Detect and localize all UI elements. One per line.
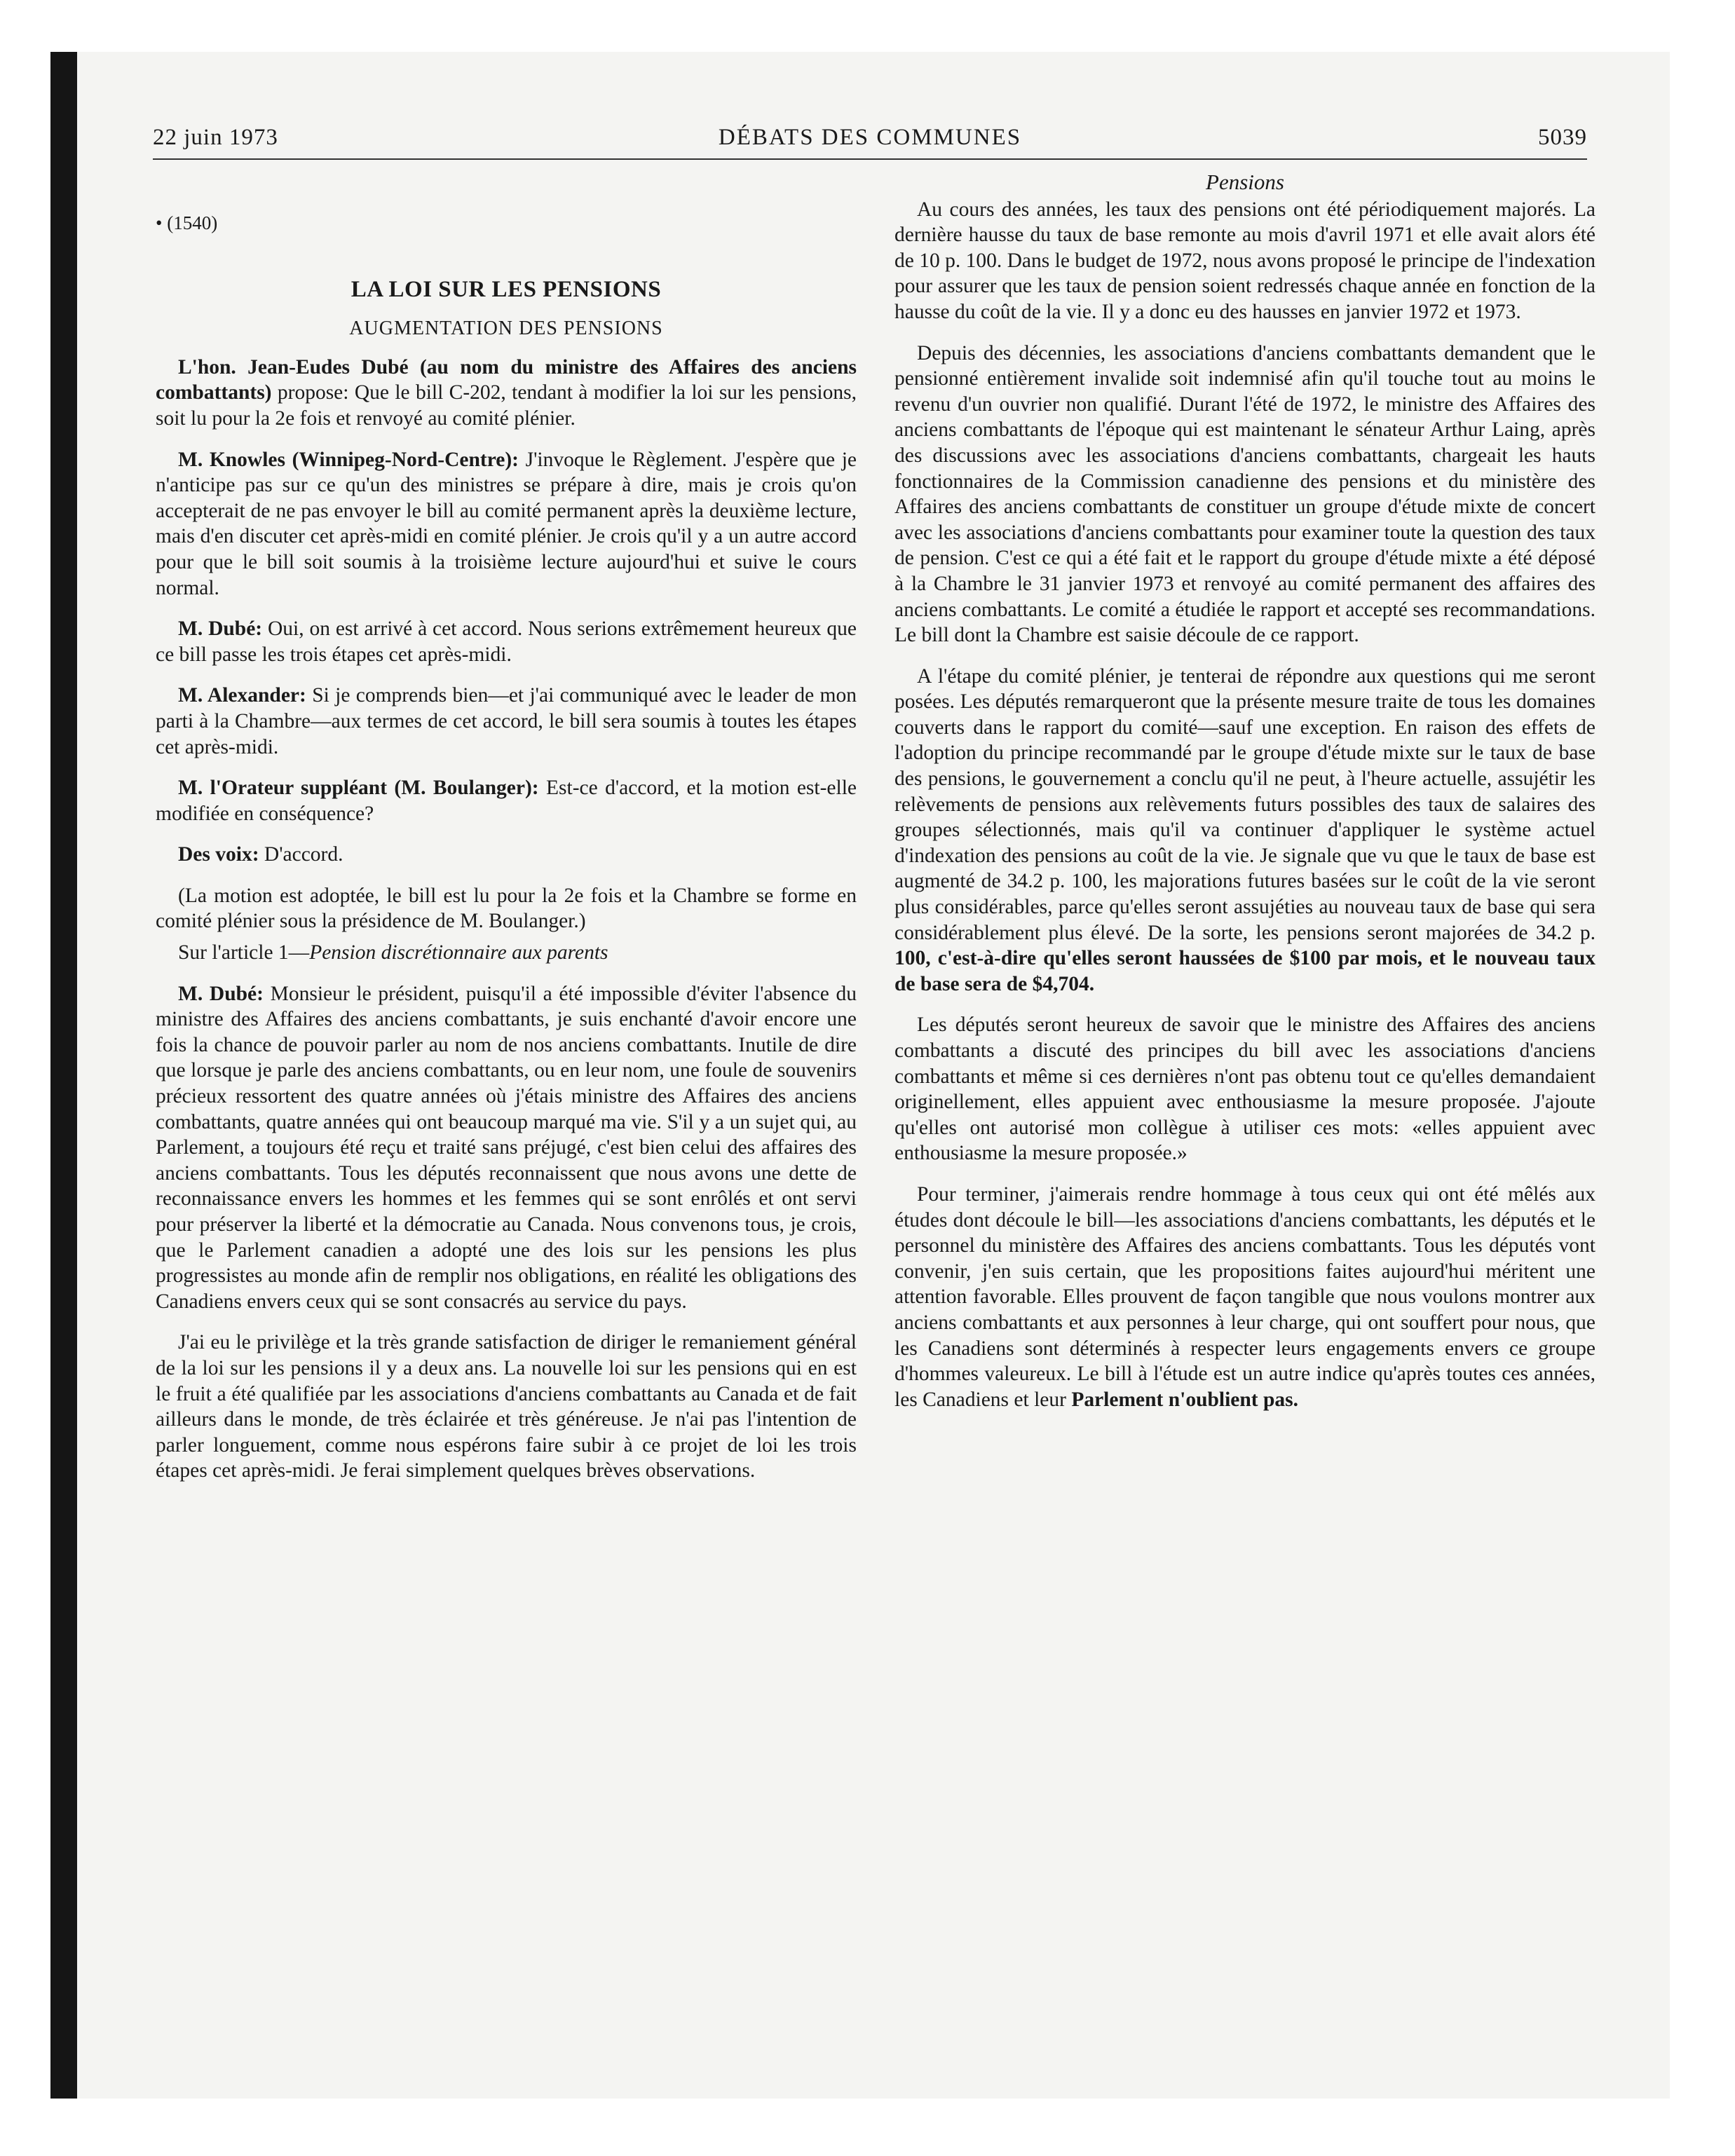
speech-text: propose: Que le bill C-202, tendant à modifier la loi sur les pensions, soit lu pour la 2e fois et renvoyé au comité plénier. (156, 381, 857, 430)
speech-text: Monsieur le président, puisqu'il a été impossible d'éviter l'absence du ministre des Affaires des anciens combattants, je suis enchanté d'avoir encore une fois la chance de pouvoir parler au nom de nos anciens combattants. Inutile de dire que lorsque je parle des anciens combattants, ou en leur nom, une foule de souvenirs précieux ressortent des quatre années où j'étais ministre des Affaires des anciens combattants, quatre années qui ont beaucoup marqué ma vie. S'il y a un sujet qui, au Parlement, a toujours été reçu et traité sans préjugé, c'est bien celui des affaires des anciens combattants. Tous les députés reconnaissent que nous avons une dette de reconnaissance envers les hommes et les femmes qui se sont enrôlés et ont servi pour préserver la liberté et la démocratie au Canada. Nous convenons tous, je crois, que le Parlement canadien a adopté une des lois sur les pensions les plus progressistes au monde afin de remplir nos obligations, en réalité les obligations des Canadiens envers ceux qui se sont consacrés au service du pays. (156, 982, 857, 1313)
speaker-name: M. l'Orateur suppléant (M. Boulanger): (178, 777, 539, 800)
paragraph-text: A l'étape du comité plénier, je tenterai de répondre aux questions qui me seront posées. Les députés remarqueront que la présente mesure traite de tous les domaines couverts dans le rapport du comité—sauf une exception. En raison des effets de l'adoption du principe recommandé par le groupe d'étude mixte sur le taux de base des pensions, le gouvernement a conclu qu'il ne peut, à l'heure actuelle, assujétir les relèvements de pensions aux relèvements futurs possibles des taux de salaires des groupes sélectionnés, mais qu'il va continuer d'appliquer le système actuel d'indexation des pensions au coût de la vie. Je signale que vu que le taux de base est augmenté de 34.2 p. 100, les majorations futures basées sur le coût de la vie seront plus considérables, parce qu'elles seront assujéties au nouveau taux de base qui sera considérablement plus élevé. De la sorte, les pensions seront majorées de 34.2 p. (894, 664, 1595, 944)
pensions-heading: Pensions (1206, 170, 1284, 194)
paragraph-bold-text: 100, c'est-à-dire qu'elles seront haussées de $100 par mois, et le nouveau taux de base sera de $4,704. (894, 947, 1595, 995)
header-page-number: 5039 (1538, 125, 1587, 150)
speaker-name: M. Knowles (Winnipeg-Nord-Centre): (178, 448, 519, 471)
time-marker: • (1540) (156, 212, 218, 233)
paragraph-knowles (156, 447, 857, 601)
paragraph-conclusion (894, 1182, 1595, 1412)
article-title: Pension discrétionnaire aux parents (309, 941, 608, 964)
paragraph-orateur (156, 775, 857, 826)
speech-text: Est-ce d'accord, et la motion est-elle modifiée en conséquence? (156, 777, 857, 825)
speaker-name: M. Dubé: (178, 618, 263, 641)
paragraph-comite-plenier (894, 664, 1595, 997)
speech-text: Oui, on est arrivé à cet accord. Nous serions extrêmement heureux que ce bill passe les trois étapes cet après-midi. (156, 618, 857, 666)
speaker-name: L'hon. Jean-Eudes Dubé (au nom du ministre des Affaires des anciens combattants) (156, 355, 857, 404)
article-prefix: Sur l'article 1— (178, 941, 310, 964)
paragraph-motion-adopted: (La motion est adoptée, le bill est lu pour la 2e fois et la Chambre se forme en comité plénier sous la présidence de M. Boulanger.) (156, 884, 857, 933)
speaker-name: M. Alexander: (178, 684, 306, 707)
paragraph-dube-reply (156, 616, 857, 667)
speech-text: Si je comprends bien—et j'ai communiqué avec le leader de mon parti à la Chambre—aux termes de cet accord, le bill sera soumis à toutes les étapes cet après-midi. (156, 684, 857, 758)
left-column (156, 210, 857, 1499)
paragraph-alexander (156, 683, 857, 760)
paragraph-bold-text: Parlement n'oublient pas. (1071, 1388, 1299, 1411)
section-heading: LA LOI SUR LES PENSIONS (351, 276, 662, 302)
scan-edge (50, 52, 77, 2099)
speech-text: D'accord. (259, 843, 343, 866)
paragraph-deputes-heureux: Les députés seront heureux de savoir que le ministre des Affaires des anciens combattants a discuté des principes du bill avec les associations d'anciens combattants et même si ces dernières n'ont pas obtenu tout ce qu'elles demandaient originellement, elles appuient avec enthousiasme la mesure proposée. J'ajoute qu'elles ont autorisé mon collègue à utiliser ces mots: «elles appuient avec enthousiasme la mesure proposée.» (894, 1014, 1595, 1165)
speaker-name: Des voix: (178, 843, 259, 866)
paragraph-pension-rates: Au cours des années, les taux des pensions ont été périodiquement majorés. La dernière hausse du taux de base remonte au mois d'avril 1971 et elle avait alors été de 10 p. 100. Dans le budget de 1972, nous avons proposé le principe de l'indexation pour assurer que les taux de pension soient redressés chaque année en fonction de la hausse du coût de la vie. Il y a donc eu des hausses en janvier 1972 et 1973. (894, 198, 1595, 323)
header-date: 22 juin 1973 (153, 125, 278, 150)
paragraph-dube-speech (156, 981, 857, 1315)
section-subheading: AUGMENTATION DES PENSIONS (349, 318, 663, 340)
page-header (153, 119, 1587, 160)
right-column (894, 170, 1595, 1428)
paragraph-text: Pour terminer, j'aimerais rendre hommage à tous ceux qui ont été mêlés aux études dont découle le bill—les associations d'anciens combattants, les députés et le personnel du ministère des Affaires des anciens combattants. Tous les députés vont convenir, j'en suis certain, que les propositions faites aujourd'hui méritent une attention favorable. Elles prouvent de façon tangible que nous voulons montrer aux anciens combattants et aux personnes à leur charge, qui ont souffert pour nous, que les Canadiens sont déterminés à respecter leurs engagements envers ce groupe d'hommes valeureux. Le bill à l'étude est un autre indice qu'après toutes ces années, les Canadiens et leur (894, 1182, 1595, 1411)
paragraph-des-voix (156, 842, 857, 868)
header-title: DÉBATS DES COMMUNES (718, 125, 1022, 150)
speech-text: J'invoque le Règlement. J'espère que je n'anticipe pas sur ce qu'un des ministres se prépare à dire, mais je crois qu'on accepterait de ne pas envoyer le bill au comité permanent après la deuxième lecture, mais d'en discuter cet après-midi en comité plénier. Je crois qu'il y a un autre accord pour que le bill soit soumis à la troisième lecture aujourd'hui et suive le cours normal. (156, 448, 857, 599)
paragraph-dube-motion (156, 355, 857, 432)
speaker-name: M. Dubé: (178, 982, 264, 1005)
paragraph-article-heading (156, 940, 857, 966)
paragraph-privilege: J'ai eu le privilège et la très grande satisfaction de diriger le remaniement général de la loi sur les pensions il y a deux ans. La nouvelle loi sur les pensions qui en est le fruit a été qualifiée par les associations d'anciens combattants au Canada et de fait ailleurs dans le monde, de très éclairée et très généreuse. Je n'ai pas l'intention de parler longuement, comme nous espérons faire subir à ce projet de loi les trois étapes cet après-midi. Je ferai simplement quelques brèves observations. (156, 1331, 857, 1482)
paragraph-associations: Depuis des décennies, les associations d'anciens combattants demandent que le pensionné entièrement invalide soit indemnisé afin qu'il touche tout au moins le revenu d'un ouvrier non qualifié. Durant l'été de 1972, le ministre des Affaires des anciens combattants de l'époque qui est maintenant le sénateur Arthur Laing, après des discussions avec les associations d'anciens combattants, chargeait les hauts fonctionnaires de la Commission canadienne des pensions et du ministère des Affaires des anciens combattants de constituer un groupe d'étude mixte de concert avec les associations d'anciens combattants pour examiner toute la question des taux de pension. C'est ce qui a été fait et le rapport du groupe d'étude mixte a été déposé à la Chambre le 31 janvier 1973 et renvoyé au comité permanent des affaires des anciens combattants. Le comité a étudiée le rapport et accepté ses recommandations. Le bill dont la Chambre est saisie découle de ce rapport. (894, 341, 1595, 647)
